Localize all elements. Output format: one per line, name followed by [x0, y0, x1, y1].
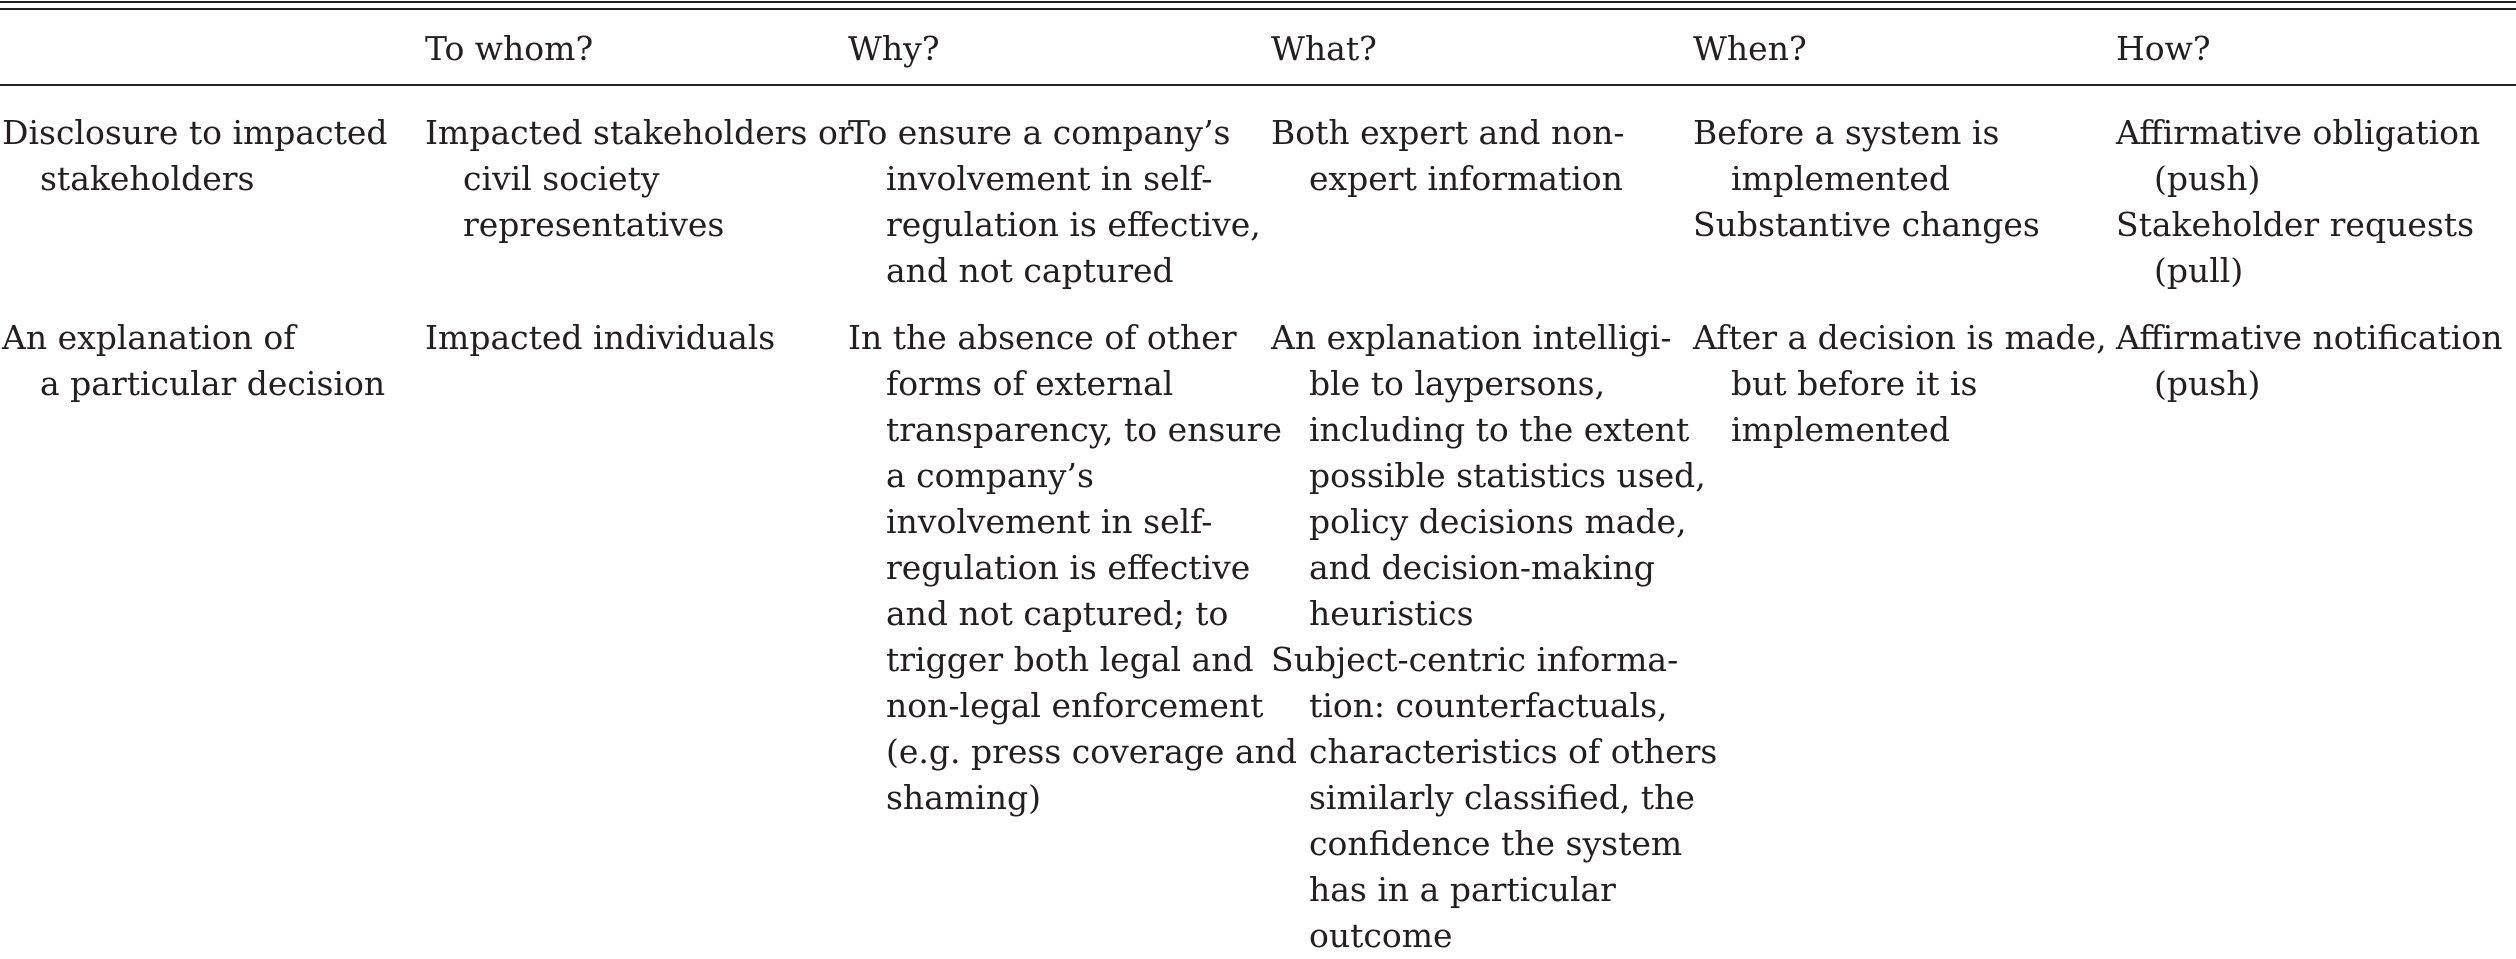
cell-text-line: representatives	[463, 205, 725, 244]
cell-text-line: implemented	[1731, 159, 1951, 198]
cell-text-line: shaming)	[886, 778, 1041, 817]
cell-text-line: transparency, to ensure	[886, 410, 1282, 449]
cell-text-line: possible statistics used,	[1309, 456, 1706, 495]
cell-text-line: stakeholders	[40, 159, 255, 198]
cell-text-line: involvement in self-	[886, 502, 1213, 541]
cell-text-line: and not captured; to	[886, 594, 1229, 633]
cell-text-line: tion: counterfactuals,	[1309, 686, 1668, 725]
cell-text-line: characteristics of others	[1309, 732, 1718, 771]
cell-text-line: has in a particular	[1309, 870, 1616, 909]
cell-text-line: In the absence of other	[848, 318, 1237, 357]
cell-text-line: Subject-centric informa-	[1271, 640, 1679, 679]
cell-text-line: including to the extent	[1309, 410, 1690, 449]
cell-text-line: ble to laypersons,	[1309, 364, 1606, 403]
cell-text-line: and decision-making	[1309, 548, 1655, 587]
cell-text-line: implemented	[1731, 410, 1951, 449]
cell-text-line: policy decisions made,	[1309, 502, 1687, 541]
table-top-rule-inner	[0, 8, 2516, 10]
cell-text-line: regulation is effective	[886, 548, 1251, 587]
cell-text-line: civil society	[463, 159, 660, 198]
column-header-when: When?	[1693, 29, 1807, 68]
cell-text-line: regulation is effective,	[886, 205, 1261, 244]
cell-text-line: Affirmative obligation	[2116, 113, 2481, 152]
cell-text-line: non-legal enforcement	[886, 686, 1264, 725]
cell-text-line: but before it is	[1731, 364, 1978, 403]
cell-text-line: similarly classified, the	[1309, 778, 1695, 817]
cell-text-line: involvement in self-	[886, 159, 1213, 198]
table-header-rule	[0, 84, 2516, 86]
table-cell-item	[2, 315, 385, 407]
column-header-what: What?	[1271, 29, 1377, 68]
cell-text-line: (push)	[2154, 364, 2261, 403]
column-header-how: How?	[2116, 29, 2211, 68]
cell-text-line: (e.g. press coverage and	[886, 732, 1297, 771]
table-cell-what	[1271, 110, 1625, 202]
table-cell-what	[1271, 315, 1717, 959]
table-cell-why	[848, 315, 1297, 821]
cell-text-line: Impacted individuals	[425, 318, 776, 357]
cell-text-line: Impacted stakeholders or	[425, 113, 854, 152]
cell-text-line: An explanation of	[2, 318, 296, 357]
cell-text-line: Before a system is	[1693, 113, 2000, 152]
column-header-to-whom: To whom?	[425, 29, 594, 68]
cell-text-line: Both expert and non-	[1271, 113, 1625, 152]
table-top-rule-outer	[0, 1, 2516, 3]
table-cell-how	[2116, 110, 2480, 294]
cell-text-line: confidence the system	[1309, 824, 1683, 863]
cell-text-line: An explanation intelligi-	[1271, 318, 1672, 357]
table-cell-why	[848, 110, 1261, 294]
cell-text-line: trigger both legal and	[886, 640, 1254, 679]
cell-text-line: a particular decision	[40, 364, 386, 403]
cell-text-line: outcome	[1309, 916, 1453, 955]
cell-text-line: Substantive changes	[1693, 205, 2040, 244]
table-cell-when	[1693, 315, 2107, 453]
cell-text-line: and not captured	[886, 251, 1174, 290]
table-cell-to-whom	[425, 110, 854, 248]
table-cell-how	[2116, 315, 2503, 407]
cell-text-line: (push)	[2154, 159, 2261, 198]
table-cell-to-whom	[425, 315, 775, 361]
cell-text-line: To ensure a company’s	[848, 113, 1231, 152]
cell-text-line: Affirmative notification	[2116, 318, 2503, 357]
cell-text-line: Disclosure to impacted	[2, 113, 388, 152]
cell-text-line: (pull)	[2154, 251, 2244, 290]
table-cell-item	[2, 110, 388, 202]
cell-text-line: a company’s	[886, 456, 1094, 495]
column-header-why: Why?	[848, 29, 940, 68]
table-cell-when	[1693, 110, 2040, 248]
cell-text-line: Stakeholder requests	[2116, 205, 2475, 244]
cell-text-line: heuristics	[1309, 594, 1474, 633]
cell-text-line: After a decision is made,	[1693, 318, 2107, 357]
cell-text-line: forms of external	[886, 364, 1174, 403]
cell-text-line: expert information	[1309, 159, 1623, 198]
